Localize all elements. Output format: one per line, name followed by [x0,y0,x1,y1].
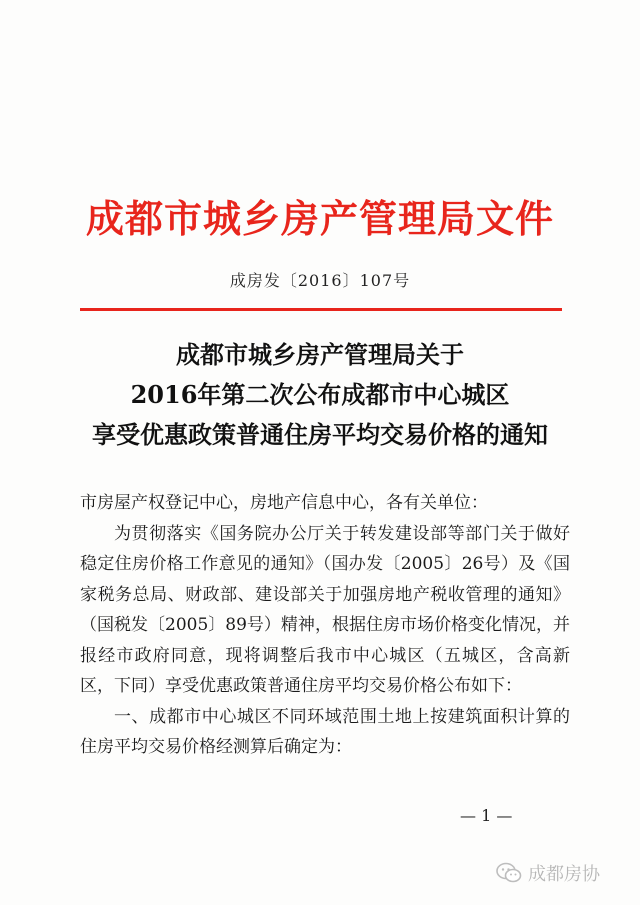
salutation: 市房屋产权登记中心，房地产信息中心，各有关单位： [80,493,488,513]
watermark [496,860,600,886]
document-number: 成房发〔2016〕107号 [229,271,411,290]
body-paragraph-2: 一、成都市中心城区不同环域范围土地上按建筑面积计算的住房平均交易价格经测算后确定为： [80,706,570,757]
body-paragraph-1: 为贯彻落实《国务院办公厅关于转发建设部等部门关于做好稳定住房价格工作意见的通知》（国办发〔2005〕26号）及《国家税务总局、财政部、建设部关于加强房地产税收管理的通知》（国税发〔2005〕89号）精神，根据住房市场价格变化情况，并报经市政府同意，现将调整后我市中心城区（五城区，含高新区，下同）享受优惠政策普通住房平均交易价格公布如下： [80,523,570,696]
wechat-icon [496,862,522,884]
page-number: — 1 — [460,806,513,825]
watermark-text: 成都房协 [528,864,600,885]
notice-title-line-2: 2016年第二次公布成都市中心城区 [130,380,510,409]
notice-title [0,335,640,455]
notice-title-line-3: 享受优惠政策普通住房平均交易价格的通知 [92,420,548,449]
notice-title-line-1: 成都市城乡房产管理局关于 [176,340,464,369]
agency-header-title: 成都市城乡房产管理局文件 [85,196,554,241]
red-divider-line [80,308,562,311]
notice-body [80,488,570,763]
